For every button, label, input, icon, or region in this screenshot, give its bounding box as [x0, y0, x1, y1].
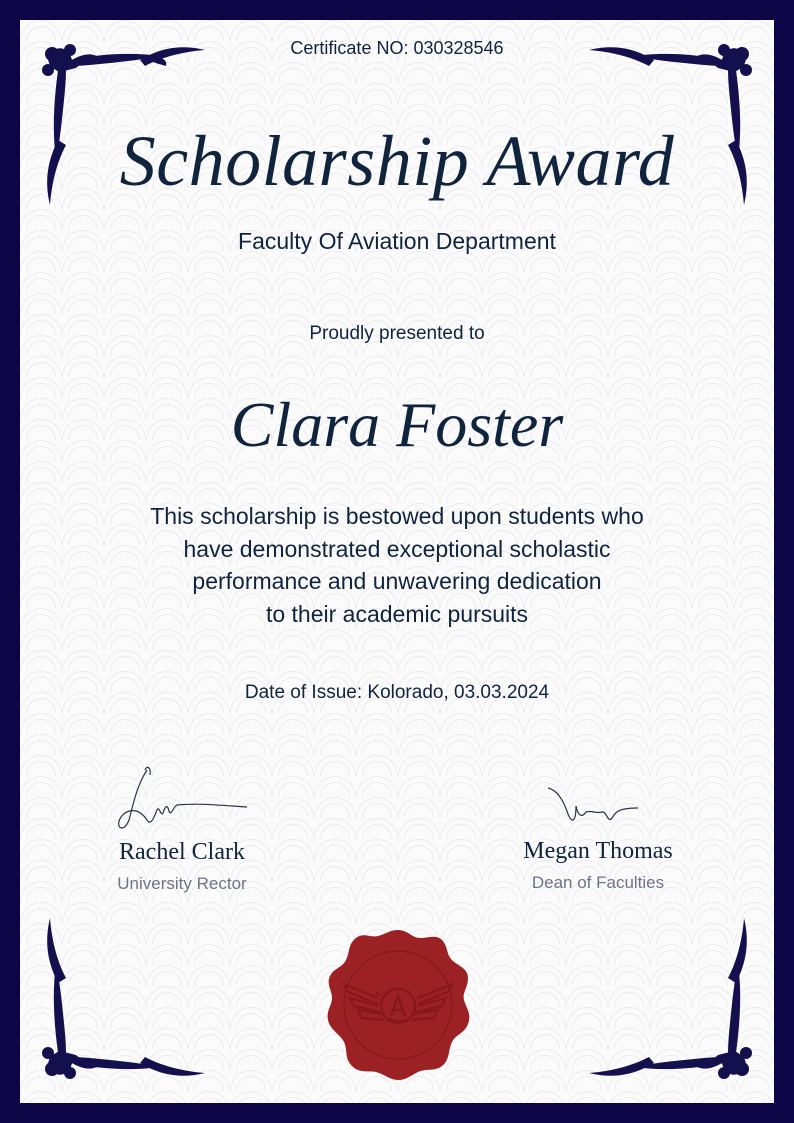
- description-line: have demonstrated exceptional scholastic: [183, 535, 611, 562]
- recipient-name: Clara Foster: [230, 389, 564, 460]
- signature-icon: [538, 772, 658, 834]
- presented-label: Proudly presented to: [309, 323, 485, 344]
- wax-seal: [320, 926, 476, 1082]
- signatory-role: University Rector: [117, 874, 247, 893]
- signatory-name: Rachel Clark: [119, 839, 245, 865]
- certificate-title: Scholarship Award: [119, 121, 675, 201]
- description-line: performance and unwavering dedication: [192, 568, 602, 594]
- award-description: [20, 500, 774, 630]
- certificate-number: Certificate NO: 030328546: [290, 38, 504, 58]
- corner-ornament-icon: [30, 913, 210, 1093]
- signature-block-dean: [478, 772, 718, 893]
- signatory-role: Dean of Faculties: [531, 873, 665, 892]
- date-of-issue: Date of Issue: Kolorado, 03.03.2024: [244, 682, 550, 703]
- department: Faculty Of Aviation Department: [238, 228, 556, 254]
- seal-shape: [328, 930, 470, 1080]
- certificate-page: [20, 20, 774, 1103]
- signatory-name: Megan Thomas: [523, 838, 673, 864]
- corner-ornament-icon: [584, 913, 764, 1093]
- signature-icon: [107, 765, 257, 835]
- description-line: This scholarship is bestowed upon students who: [150, 503, 644, 529]
- description-line: to their academic pursuits: [265, 600, 529, 627]
- signature-block-rector: [62, 765, 302, 894]
